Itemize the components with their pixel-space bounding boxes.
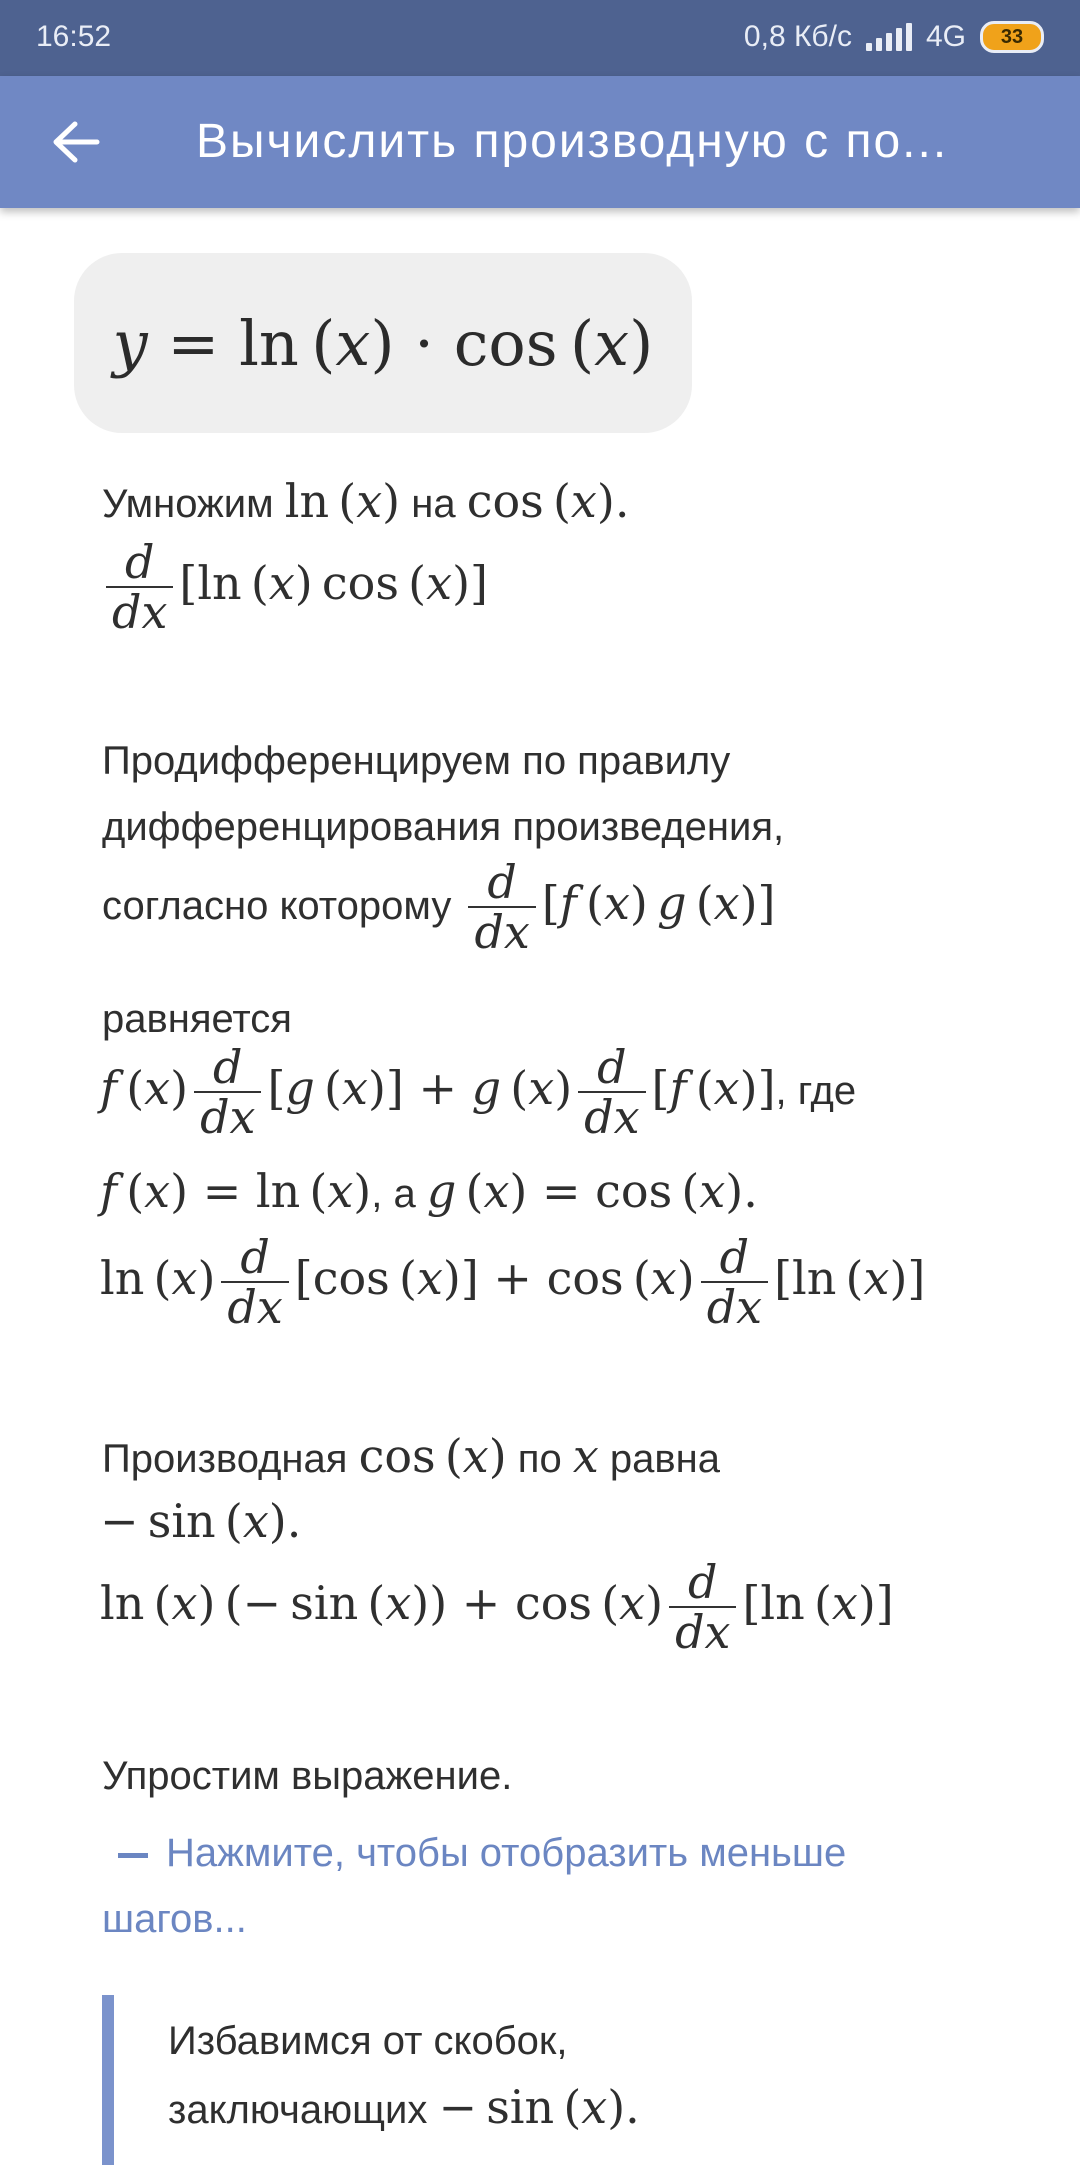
step-simplify-text: Упростим выражение. bbox=[102, 1754, 513, 1798]
step-derivative-cos-result: − sin (x). bbox=[100, 1494, 302, 1548]
toggle-steps-link[interactable]: Нажмите, чтобы отобразить меньше bbox=[102, 1820, 846, 1886]
solution-content bbox=[0, 208, 1080, 2160]
page-title: Вычислить производную с по... bbox=[196, 115, 949, 168]
step-product-rule-line1: Продифференцируем по правилу bbox=[102, 739, 731, 783]
substep-remove-brackets-line2: заключающих − sin (x). bbox=[168, 2080, 640, 2134]
battery-level: 33 bbox=[1000, 25, 1024, 48]
step-product-rule-formula: f (x) $\frac{d}{dx}$ [g (x)] + g (x) $\frac{d}{dx}$ [f (x)], где bbox=[100, 1040, 857, 1144]
status-bar bbox=[0, 0, 1080, 76]
status-icons bbox=[744, 20, 1044, 54]
app-bar bbox=[0, 76, 1080, 208]
toggle-steps-link-continued[interactable]: шагов... bbox=[102, 1897, 247, 1941]
signal-icon bbox=[866, 23, 912, 51]
back-arrow-icon bbox=[51, 120, 101, 164]
step-derivative-cos-applied: ln (x) (− sin (x)) + cos (x) $\frac{d}{dx}$ [ln (x)] bbox=[100, 1555, 894, 1659]
step-product-rule-equals: равняется bbox=[102, 997, 292, 1041]
network-speed: 0,8 Кб/с bbox=[743, 20, 852, 53]
problem-equation-card: y = ln ( x ) · cos ( x ) bbox=[74, 253, 692, 433]
back-button[interactable] bbox=[38, 110, 114, 174]
substep-remove-brackets-line1: Избавимся от скобок, bbox=[168, 2019, 568, 2063]
substep-quote-bar bbox=[102, 1995, 114, 2165]
status-time: 16:52 bbox=[36, 20, 112, 53]
step-product-rule-definitions: f (x) = ln (x), а g (x) = cos (x). bbox=[100, 1164, 758, 1218]
step-multiply-formula: $\frac{d}{dx}$ [ln (x) cos (x)] bbox=[100, 538, 488, 636]
network-type: 4G bbox=[925, 20, 966, 53]
step-product-rule-applied: ln (x) $\frac{d}{dx}$ [cos (x)] + cos (x) $\frac{d}{dx}$ [ln (x)] bbox=[100, 1230, 926, 1334]
step-product-rule-line2: дифференцирования произведения, bbox=[102, 805, 785, 849]
step-multiply-text: Умножим ln (x) на cos (x). bbox=[102, 474, 630, 528]
battery-icon bbox=[980, 21, 1044, 53]
step-product-rule-line3: согласно которому $\frac{d}{dx}$ [f (x) g (x)] bbox=[102, 855, 776, 959]
collapse-minus-icon bbox=[118, 1853, 148, 1858]
step-derivative-cos-text: Производная cos (x) по x равна bbox=[102, 1429, 720, 1483]
